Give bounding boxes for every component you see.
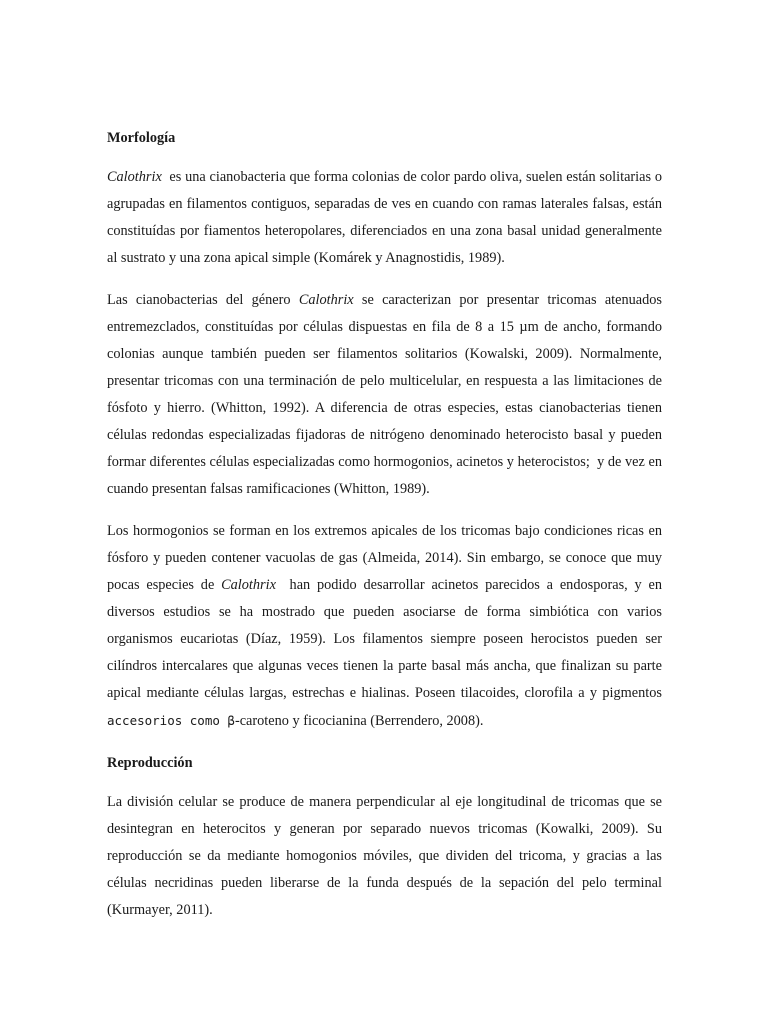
paragraph-text: -caroteno y ficocianina (Berrendero, 2008). [234,713,484,729]
paragraph-text: han podido desarrollar acinetos parecidos a endosporas, y en diversos estudios se ha mostrado que pueden asociarse de forma simbiótica con varios organismos eucariotas (Díaz, 1959). Los filamentos siempre poseen herocistos pueden ser cilíndros intercalares que algunas veces tienen la parte basal más ancha, que finalizan su parte apical mediante células largas, estrechas e hialinas. Poseen tilacoides, clorofila a y pigmentos [107,577,666,701]
paragraph-text: es una cianobacteria que forma colonias de color pardo oliva, suelen están solitarias o agrupadas en filamentos contiguos, separadas de ves en cuando con ramas laterales falsas, están constituídas por fiamentos heteropolares, diferenciados en una zona basal unidad generalmente al sustrato y una zona apical simple (Komárek y Anagnostidis, 1989). [107,169,666,266]
paragraph-morfologia-1 [107,164,666,272]
genus-name: Calothrix [298,292,354,308]
section-heading-morfologia: Morfología [107,130,176,146]
genus-name: Calothrix [221,577,276,593]
paragraph-morfologia-2 [107,287,666,503]
paragraph-text: Las cianobacterias del género [107,292,299,308]
section-heading-reproduccion: Reproducción [107,755,193,771]
paragraph-morfologia-3 [107,518,666,735]
paragraph-text: Los hormogonios se forman en los extremos apicales de los tricomas bajo condiciones ricas en fósforo y pueden contener vacuolas de gas (Almeida, 2014). Sin embargo, se conoce que muy pocas especies de [107,523,666,593]
paragraph-text: se caracterizan por presentar tricomas atenuados entremezclados, constituídas por células dispuestas en fila de 8 a 15 µm de ancho, formando colonias aunque también pueden ser filamentos solitarios (Kowalski, 2009). Normalmente, presentar tricomas con una terminación de pelo multicelular, en respuesta a las limitaciones de fósfoto y hierro. (Whitton, 1992). A diferencia de otras especies, estas cianobacterias tienen células redondas especializadas fijadoras de nitrógeno denominado heterocisto basal y pueden formar diferentes células especializadas como hormogonios, acinetos y heterocistos; y de vez en cuando presentan falsas ramificaciones (Whitton, 1989). [107,292,666,497]
mono-text-run: accesorios como β [107,713,235,728]
genus-name: Calothrix [107,169,162,185]
document-body [107,128,666,924]
paragraph-reproduccion-1: La división celular se produce de manera perpendicular al eje longitudinal de tricomas que se desintegran en heterocitos y generan por separado nuevos tricomas (Kowalki, 2009). Su reproducción se da mediante homogonios móviles, que dividen del tricoma, y gracias a las células necridinas pueden liberarse de la funda después de la sepación del pelo terminal (Kurmayer, 2011). [107,794,662,918]
